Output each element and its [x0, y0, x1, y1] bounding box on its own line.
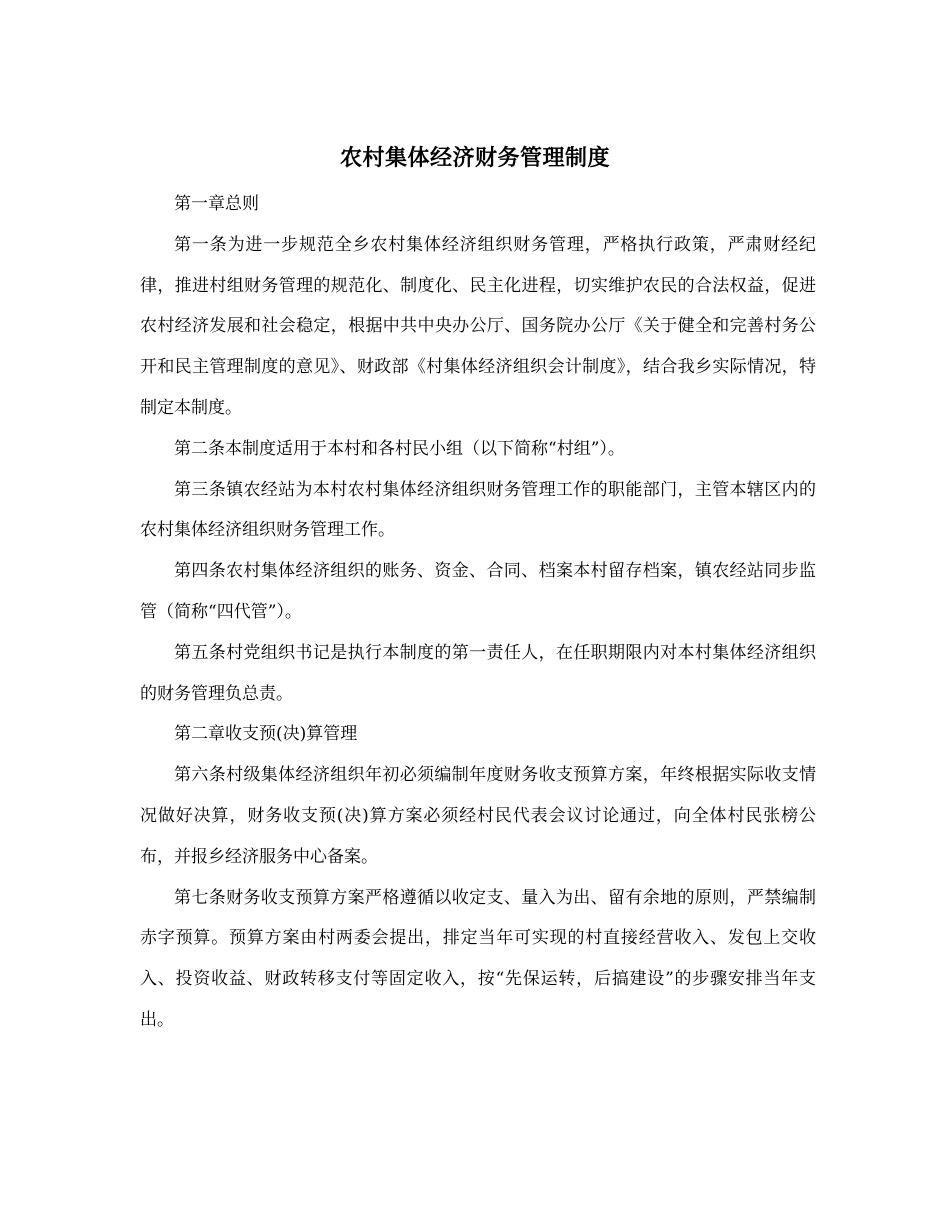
chapter-heading: 第一章总则 [174, 194, 259, 214]
document-title: 农村集体经济财务管理制度 [339, 145, 610, 171]
article-paragraph: 第四条农村集体经济组织的账务、资金、合同、档案本村留存档案，镇农经站同步监管（简称“四代管”）。 [140, 561, 816, 622]
article-paragraph: 第六条村级集体经济组织年初必须编制年度财务收支预算方案，年终根据实际收支情况做好决算，财务收支预(决)算方案必须经村民代表会议讨论通过，向全体村民张榜公布，并报乡经济服务中心备案。 [140, 765, 816, 867]
article-paragraph: 第七条财务收支预算方案严格遵循以收定支、量入为出、留有余地的原则，严禁编制赤字预算。预算方案由村两委会提出，排定当年可实现的村直接经营收入、发包上交收入、投资收益、财政转移支付等固定收入，按“先保运转，后搞建设”的步骤安排当年支出。 [140, 887, 816, 1030]
article-paragraph: 第三条镇农经站为本村农村集体经济组织财务管理工作的职能部门，主管本辖区内的农村集体经济组织财务管理工作。 [140, 479, 816, 541]
article-paragraph: 第二条本制度适用于本村和各村民小组（以下简称“村组”）。 [174, 438, 625, 459]
chapter-heading: 第二章收支预(决)算管理 [174, 724, 358, 745]
article-paragraph: 第五条村党组织书记是执行本制度的第一责任人，在任职期限内对本村集体经济组织的财务管理负总责。 [140, 642, 816, 704]
document-body [140, 184, 816, 1041]
article-paragraph: 第一条为进一步规范全乡农村集体经济组织财务管理，严格执行政策，严肃财经纪律，推进村组财务管理的规范化、制度化、民主化进程，切实维护农民的合法权益，促进农村经济发展和社会稳定，根据中共中央办公厅、国务院办公厅《关于健全和完善村务公开和民主管理制度的意见》、财政部《村集体经济组织会计制度》，结合我乡实际情况，特制定本制度。 [140, 234, 816, 418]
